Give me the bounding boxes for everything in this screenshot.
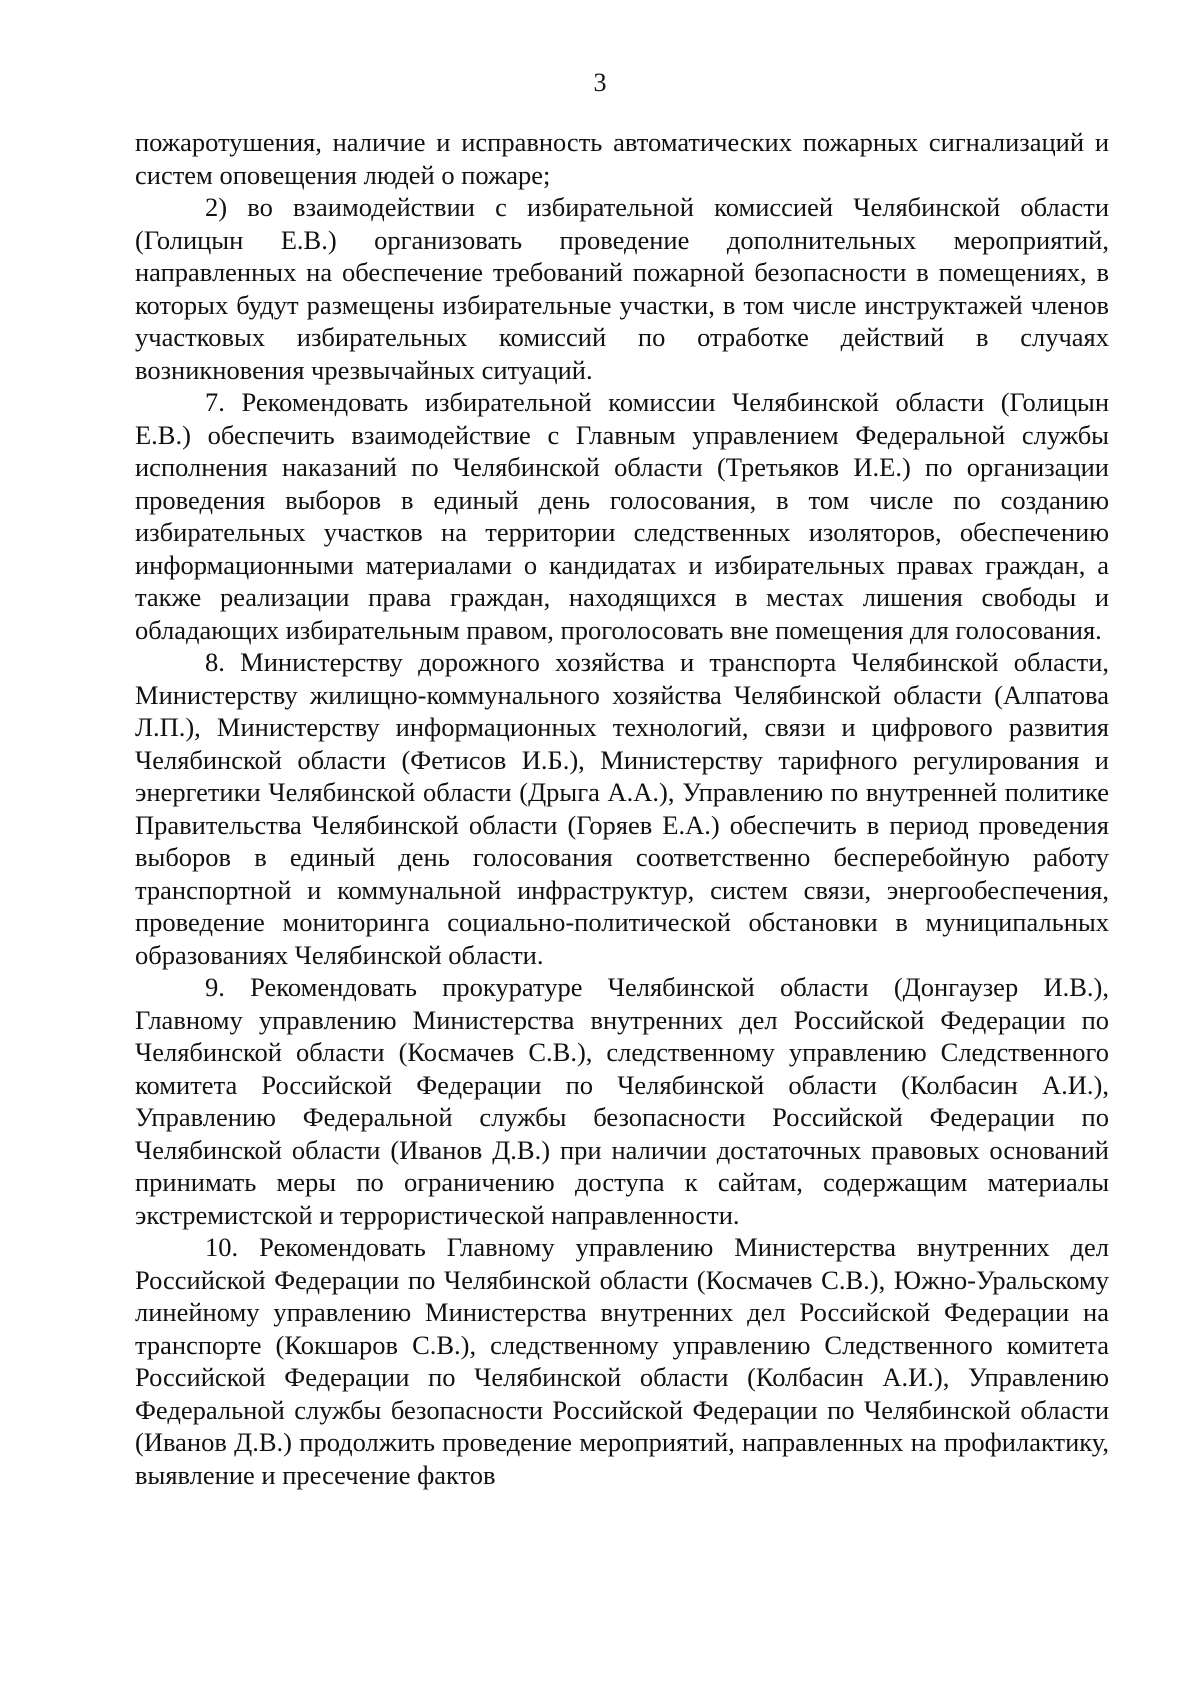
paragraph-item-9: 9. Рекомендовать прокуратуре Челябинской области (Донгаузер И.В.), Главному управлению Министерства внутренних дел Российской Федерации по Челябинской области (Космачев С.В.), следственному управлению Следственного комитета Российской Федерации по Челябинской области (Колбасин А.И.), Управлению Федеральной службы безопасности Российской Федерации по Челябинской области (Иванов Д.В.) при наличии достаточных правовых оснований принимать меры по ограничению доступа к сайтам, содержащим материалы экстремистской и террористической направленности. <box>135 972 1109 1230</box>
paragraph-item-8: 8. Министерству дорожного хозяйства и транспорта Челябинской области, Министерству жилищно-коммунального хозяйства Челябинской области (Алпатова Л.П.), Министерству информационных технологий, связи и цифрового развития Челябинской области (Фетисов И.Б.), Министерству тарифного регулирования и энергетики Челябинской области (Дрыга А.А.), Управлению по внутренней политике Правительства Челябинской области (Горяев Е.А.) обеспечить в период проведения выборов в единый день голосования соответственно бесперебойную работу транспортной и коммунальной инфраструктур, систем связи, энергообеспечения, проведение мониторинга социально-политической обстановки в муниципальных образованиях Челябинской области. <box>135 647 1109 970</box>
page-number: 3 <box>593 68 607 97</box>
paragraph-item-7: 7. Рекомендовать избирательной комиссии Челябинской области (Голицын Е.В.) обеспечить взаимодействие с Главным управлением Федеральной службы исполнения наказаний по Челябинской области (Третьяков И.Е.) по организации проведения выборов в единый день голосования, в том числе по созданию избирательных участков на территории следственных изоляторов, обеспечению информационными материалами о кандидатах и избирательных правах граждан, а также реализации права граждан, находящихся в местах лишения свободы и обладающих избирательным правом, проголосовать вне помещения для голосования. <box>135 387 1109 645</box>
paragraph-item-2: 2) во взаимодействии с избирательной комиссией Челябинской области (Голицын Е.В.) организовать проведение дополнительных мероприятий, направленных на обеспечение требований пожарной безопасности в помещениях, в которых будут размещены избирательные участки, в том числе инструктажей членов участковых избирательных комиссий по отработке действий в случаях возникновения чрезвычайных ситуаций. <box>135 192 1109 385</box>
paragraph-item-10: 10. Рекомендовать Главному управлению Министерства внутренних дел Российской Федерации по Челябинской области (Космачев С.В.), Южно-Уральскому линейному управлению Министерства внутренних дел Российской Федерации на транспорте (Кокшаров С.В.), следственному управлению Следственного комитета Российской Федерации по Челябинской области (Колбасин А.И.), Управлению Федеральной службы безопасности Российской Федерации по Челябинской области (Иванов Д.В.) продолжить проведение мероприятий, направленных на профилактику, выявление и пресечение фактов <box>135 1232 1109 1490</box>
paragraph-continuation: пожаротушения, наличие и исправность автоматических пожарных сигнализаций и систем оповещения людей о пожаре; <box>135 127 1109 190</box>
document-body <box>135 126 1109 1491</box>
